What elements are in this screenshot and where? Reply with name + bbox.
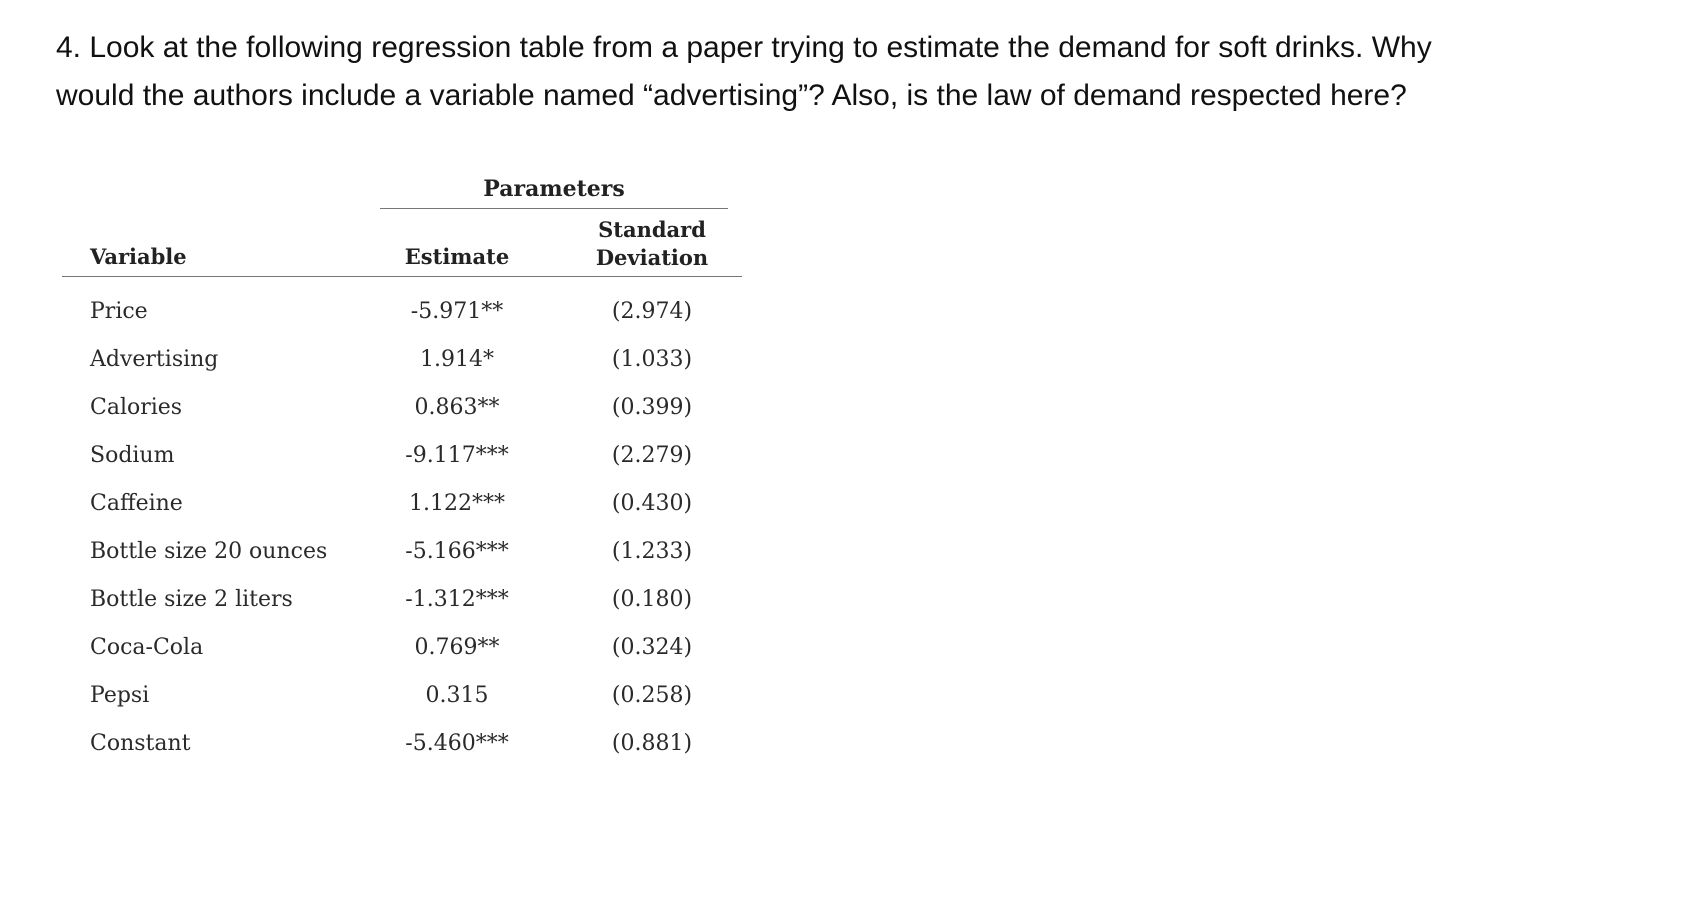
variable-cell: Advertising xyxy=(90,347,219,372)
sd-cell: (0.258) xyxy=(611,683,693,708)
table-row xyxy=(62,432,742,480)
sd-cell: (0.324) xyxy=(611,635,693,660)
table-row xyxy=(62,480,742,528)
regression-table xyxy=(62,168,742,788)
variable-cell: Caffeine xyxy=(90,491,183,516)
variable-cell: Sodium xyxy=(90,443,175,468)
variable-cell: Bottle size 20 ounces xyxy=(90,539,328,564)
variable-cell: Calories xyxy=(90,395,183,420)
sd-cell: (1.033) xyxy=(611,347,693,372)
parameters-header: Parameters xyxy=(483,176,625,202)
estimate-cell: -5.971** xyxy=(410,299,504,324)
estimate-column-header: Estimate xyxy=(404,244,510,269)
estimate-cell: -5.166*** xyxy=(405,539,509,564)
sd-cell: (1.233) xyxy=(611,539,693,564)
table-row xyxy=(62,384,742,432)
table-row xyxy=(62,528,742,576)
sd-cell: (2.974) xyxy=(611,299,693,324)
variable-cell: Coca-Cola xyxy=(90,635,204,660)
variable-cell: Price xyxy=(90,299,148,324)
variable-column-header: Variable xyxy=(90,244,187,269)
sd-cell: (0.180) xyxy=(611,587,693,612)
variable-cell: Pepsi xyxy=(90,683,150,708)
estimate-cell: 0.315 xyxy=(425,683,489,708)
estimate-cell: -1.312*** xyxy=(405,587,509,612)
sd-header-line-1: Standard xyxy=(598,217,706,242)
estimate-cell: 1.122*** xyxy=(409,491,505,516)
variable-cell: Bottle size 2 liters xyxy=(90,587,293,612)
table-row xyxy=(62,624,742,672)
table-row xyxy=(62,288,742,336)
question-line-1: 4. Look at the following regression table from a paper trying to estimate the demand for soft drinks. Why xyxy=(56,31,1432,64)
table-row xyxy=(62,720,742,768)
sd-cell: (2.279) xyxy=(611,443,693,468)
table-row xyxy=(62,672,742,720)
estimate-cell: 0.769** xyxy=(414,635,500,660)
sd-cell: (0.399) xyxy=(611,395,693,420)
question-line-2: would the authors include a variable named “advertising”? Also, is the law of demand respected here? xyxy=(56,79,1407,112)
sd-cell: (0.430) xyxy=(611,491,693,516)
sd-cell: (0.881) xyxy=(611,731,693,756)
header-rule xyxy=(62,276,742,277)
table-row xyxy=(62,576,742,624)
estimate-cell: 0.863** xyxy=(414,395,500,420)
table-row xyxy=(62,336,742,384)
estimate-cell: -5.460*** xyxy=(405,731,509,756)
parameters-rule xyxy=(380,208,728,209)
estimate-cell: -9.117*** xyxy=(405,443,509,468)
standard-deviation-column-header xyxy=(562,216,742,272)
question-text xyxy=(56,24,1656,120)
table-body xyxy=(62,288,742,768)
sd-header-line-2: Deviation xyxy=(595,245,709,270)
variable-cell: Constant xyxy=(90,731,191,756)
estimate-cell: 1.914* xyxy=(420,347,494,372)
